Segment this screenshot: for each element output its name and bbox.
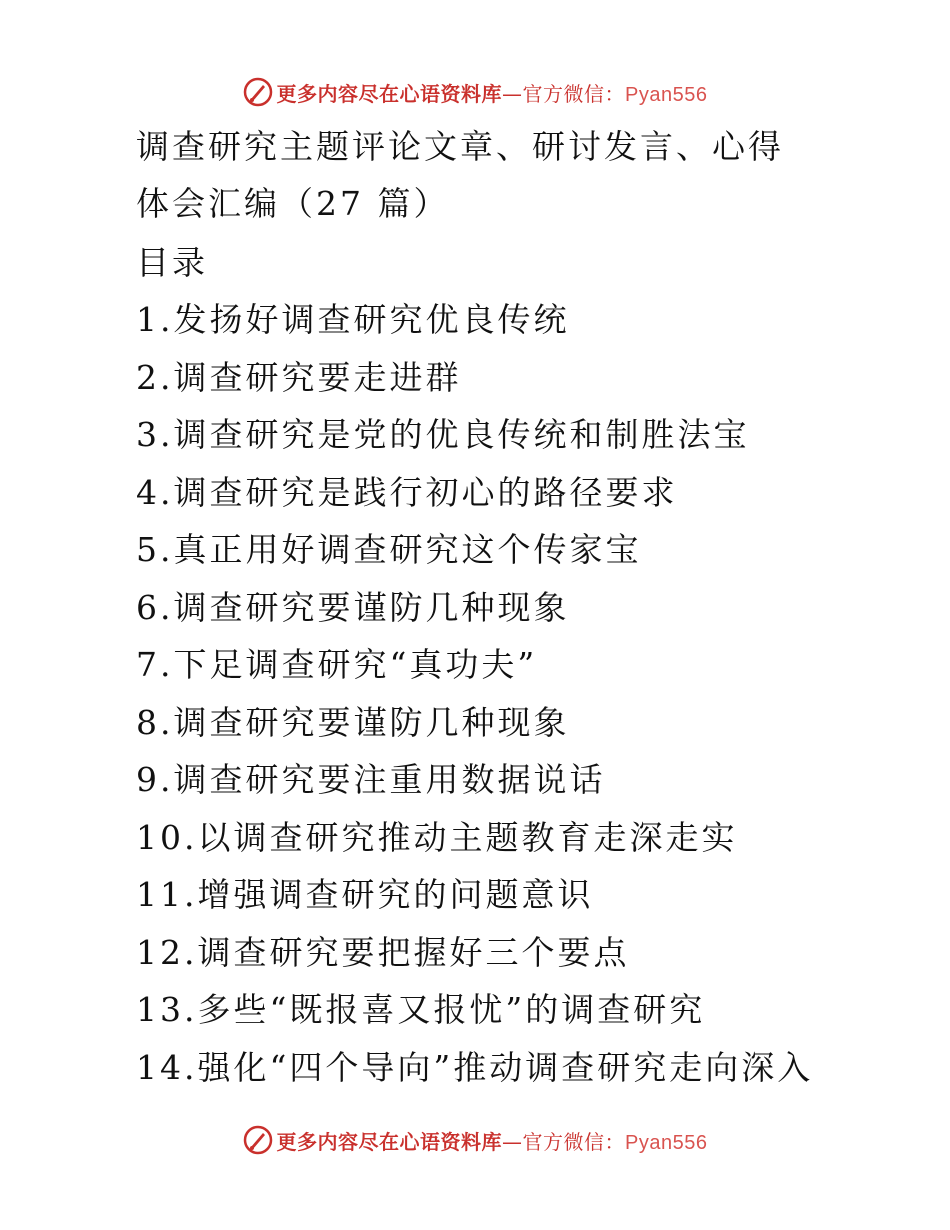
watermark-text: [277, 1126, 708, 1155]
watermark-site-name: 更多内容尽在心语资料库: [276, 81, 503, 106]
toc-item-13[interactable]: 13.多些“既报喜又报忧”的调查研究: [136, 990, 706, 1029]
toc-heading: 目录: [136, 243, 208, 282]
toc-item-14[interactable]: 14.强化“四个导向”推动调查研究走向深入: [136, 1047, 814, 1087]
watermark-official-label: 官方微信：: [522, 1129, 626, 1154]
watermark-wechat-id: Pyan556: [625, 1131, 708, 1154]
toc-item-8[interactable]: 8.调查研究要谨防几种现象: [136, 702, 570, 742]
toc-list: [136, 291, 916, 1096]
toc-item-5[interactable]: 5.真正用好调查研究这个传家宝: [136, 530, 642, 569]
watermark-wechat-id: Pyan556: [625, 83, 708, 106]
toc-item-9[interactable]: 9.调查研究要注重用数据说话: [136, 760, 606, 799]
document-title-line-1: 调查研究主题评论文章、研讨发言、心得: [136, 127, 784, 166]
toc-item-11[interactable]: 11.增强调查研究的问题意识: [136, 875, 594, 914]
quill-logo-icon: [243, 1125, 273, 1155]
watermark-separator: —: [502, 81, 523, 106]
watermark-site-name: 更多内容尽在心语资料库: [276, 1129, 503, 1154]
toc-item-10[interactable]: 10.以调查研究推动主题教育走深走实: [136, 817, 738, 857]
toc-item-12[interactable]: 12.调查研究要把握好三个要点: [136, 932, 630, 972]
header-watermark-banner: [0, 72, 950, 112]
toc-item-1[interactable]: 1.发扬好调查研究优良传统: [136, 300, 570, 339]
toc-item-6[interactable]: 6.调查研究要谨防几种现象: [136, 587, 570, 627]
watermark-official-label: 官方微信：: [522, 81, 626, 106]
quill-logo-icon: [243, 77, 273, 107]
watermark-separator: —: [502, 1129, 523, 1154]
document-title-line-2: 体会汇编（27 篇）: [136, 184, 450, 223]
footer-watermark-banner: [0, 1120, 950, 1160]
toc-item-2[interactable]: 2.调查研究要走进群: [136, 357, 462, 397]
document-body: [136, 118, 916, 1096]
toc-item-4[interactable]: 4.调查研究是践行初心的路径要求: [136, 472, 678, 512]
toc-item-3[interactable]: 3.调查研究是党的优良传统和制胜法宝: [136, 415, 750, 454]
toc-item-7[interactable]: 7.下足调查研究“真功夫”: [136, 645, 538, 684]
watermark-text: [277, 78, 708, 107]
